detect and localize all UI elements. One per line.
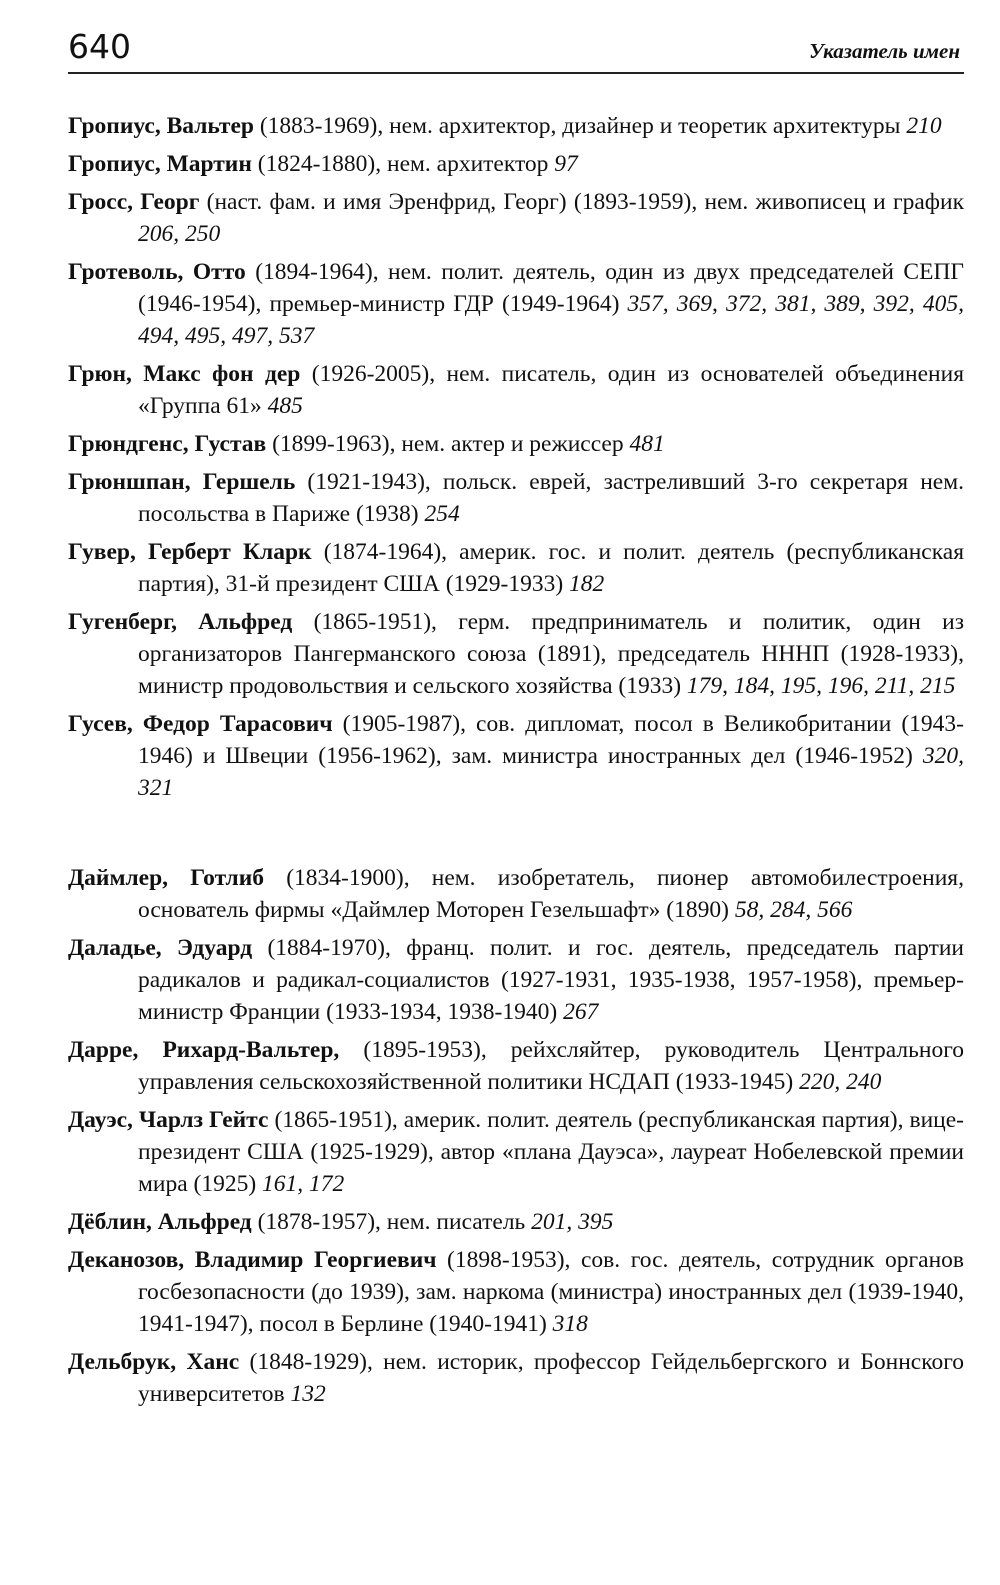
entry-pages: 210: [906, 113, 942, 139]
entry-description: (1874-1964), америк. гос. и полит. деятель (республиканская партия), 31-й президент США (1929-1933): [138, 539, 964, 597]
entry-pages: 485: [267, 393, 303, 419]
entries-group-d: [68, 862, 964, 1410]
index-entry: [68, 110, 964, 142]
index-entry: [68, 1244, 964, 1340]
page-number: 640: [68, 27, 131, 66]
page-header: [68, 24, 964, 74]
entry-description: (1899-1963), нем. актер и режиссер: [266, 431, 630, 457]
entry-name: Даймлер, Готлиб: [68, 865, 264, 891]
entry-pages: 481: [629, 431, 665, 457]
entry-name: Грюндгенс, Густав: [68, 431, 267, 457]
entry-description: (наст. фам. и имя Эренфрид, Георг) (1893-1959), нем. живописец и график: [199, 189, 964, 215]
index-entries: [68, 110, 964, 1410]
entry-pages: 161, 172: [262, 1171, 345, 1197]
entry-name: Грюншпан, Гершель: [68, 469, 296, 495]
running-head: Указатель имен: [809, 39, 960, 63]
index-entry: [68, 1104, 964, 1200]
entry-pages: 58, 284, 566: [734, 897, 853, 923]
entry-name: Дауэс, Чарлз Гейтс: [68, 1107, 269, 1133]
entry-name: Гросс, Георг: [68, 189, 200, 215]
entry-name: Грюн, Макс фон дер: [68, 361, 301, 387]
entry-pages: 254: [424, 501, 460, 527]
index-entry: [68, 358, 964, 422]
book-page: [68, 24, 964, 1416]
entry-pages: 132: [290, 1381, 326, 1407]
entry-name: Гропиус, Мартин: [68, 151, 252, 177]
index-entry: [68, 1346, 964, 1410]
entry-pages: 357, 369, 372, 381, 389, 392, 405, 494, 495, 497, 537: [138, 291, 964, 349]
entry-pages: 320, 321: [138, 743, 964, 801]
entry-pages: 179, 184, 195, 196, 211, 215: [686, 673, 956, 699]
index-entry: [68, 862, 964, 926]
entry-description: (1865-1951), америк. полит. деятель (республиканская партия), вице-президент США (1925-1929), автор «плана Дауэса», лауреат Нобелевской премии мира (1925): [138, 1107, 964, 1197]
entry-description: (1848-1929), нем. историк, профессор Гейдельбергского и Боннского университетов: [138, 1349, 964, 1407]
section-gap: [68, 810, 964, 862]
entry-pages: 206, 250: [138, 221, 221, 247]
entry-description: (1898-1953), сов. гос. деятель, сотрудник органов госбезопасности (до 1939), зам. наркома (министра) иностранных дел (1939-1940, 1941-1947), посол в Берлине (1940-1941): [138, 1247, 964, 1337]
index-entry: [68, 708, 964, 804]
entry-pages: 182: [569, 571, 605, 597]
index-entry: [68, 1034, 964, 1098]
entry-description: (1834-1900), нем. изобретатель, пионер автомобилестроения, основатель фирмы «Даймлер Моторен Гезельшафт» (1890): [138, 865, 964, 923]
entry-pages: 220, 240: [799, 1069, 882, 1095]
entry-name: Дарре, Рихард-Вальтер,: [68, 1037, 340, 1063]
entry-pages: 97: [554, 151, 578, 177]
entry-description: (1883-1969), нем. архитектор, дизайнер и теоретик архитектуры: [253, 113, 907, 139]
entry-description: (1824-1880), нем. архитектор: [251, 151, 555, 177]
index-entry: [68, 428, 964, 460]
index-entry: [68, 536, 964, 600]
entry-name: Деканозов, Владимир Георгиевич: [68, 1247, 437, 1273]
index-entry: [68, 932, 964, 1028]
entry-description: (1895-1953), рейхсляйтер, руководитель Центрального управления сельскохозяйственной политики НСДАП (1933-1945): [138, 1037, 965, 1095]
entry-name: Дельбрук, Ханс: [68, 1349, 240, 1375]
entry-description: (1921-1943), польск. еврей, застреливший 3-го секретаря нем. посольства в Париже (1938): [138, 469, 964, 527]
entry-name: Гротеволь, Отто: [68, 259, 246, 285]
index-entry: [68, 256, 964, 352]
entry-name: Дёблин, Альфред: [68, 1209, 252, 1235]
index-entry: [68, 606, 964, 702]
entry-name: Гусев, Федор Тарасович: [68, 711, 333, 737]
entry-name: Гувер, Герберт Кларк: [68, 539, 312, 565]
entry-pages: 201, 395: [531, 1209, 614, 1235]
entry-description: (1884-1970), франц. полит. и гос. деятель, председатель партии радикалов и радикал-социалистов (1927-1931, 1935-1938, 1957-1958), премьер-министр Франции (1933-1934, 1938-1940): [138, 935, 964, 1025]
entry-description: (1878-1957), нем. писатель: [251, 1209, 532, 1235]
entry-description: (1894-1964), нем. полит. деятель, один из двух председателей СЕПГ (1946-1954), премьер-министр ГДР (1949-1964): [138, 259, 964, 317]
entry-description: (1926-2005), нем. писатель, один из основателей объединения «Группа 61»: [138, 361, 965, 419]
index-entry: [68, 466, 964, 530]
entry-name: Гугенберг, Альфред: [68, 609, 293, 635]
entry-name: Гропиус, Вальтер: [68, 113, 254, 139]
entries-group-g: [68, 110, 964, 804]
index-entry: [68, 1206, 964, 1238]
index-entry: [68, 148, 964, 180]
entry-name: Даладье, Эдуард: [68, 935, 253, 961]
entry-pages: 267: [563, 999, 599, 1025]
entry-pages: 318: [552, 1311, 588, 1337]
index-entry: [68, 186, 964, 250]
entry-description: (1905-1987), сов. дипломат, посол в Великобритании (1943-1946) и Швеции (1956-1962), зам. министра иностранных дел (1946-1952): [138, 711, 964, 769]
entry-description: (1865-1951), герм. предприниматель и политик, один из организаторов Пангерманского союза (1891), председатель ННHП (1928-1933), министр продовольствия и сельского хозяйства (1933): [138, 609, 964, 699]
